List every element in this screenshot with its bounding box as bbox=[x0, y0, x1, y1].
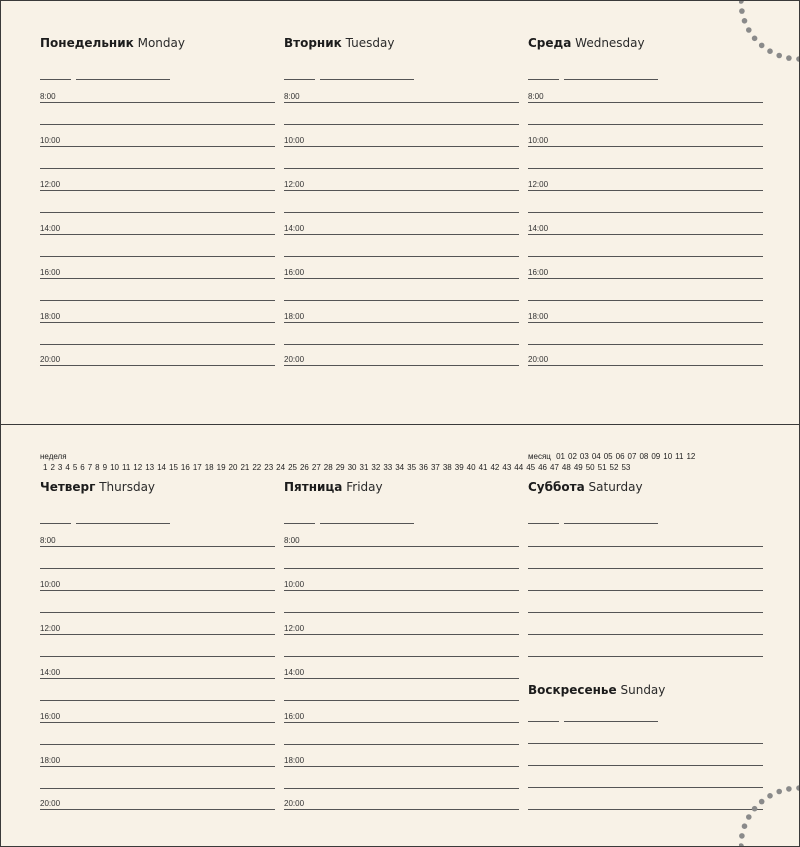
day-tuesday bbox=[284, 36, 519, 376]
week-number: 46 bbox=[538, 463, 548, 472]
time-label: 8:00 bbox=[284, 536, 300, 545]
time-label: 20:00 bbox=[40, 355, 61, 364]
time-label: 12:00 bbox=[40, 624, 61, 633]
week-number: 39 bbox=[454, 463, 464, 472]
week-number: 20 bbox=[228, 463, 238, 472]
time-label: 18:00 bbox=[284, 756, 305, 765]
day-friday bbox=[284, 480, 519, 820]
arc-dot bbox=[796, 785, 799, 791]
month-number: 11 bbox=[675, 452, 684, 461]
week-number: 44 bbox=[514, 463, 524, 472]
week-number: 37 bbox=[430, 463, 440, 472]
time-label: 12:00 bbox=[40, 180, 61, 189]
month-number: 09 bbox=[651, 452, 661, 461]
day-thursday bbox=[40, 480, 275, 820]
time-label: 18:00 bbox=[40, 312, 61, 321]
month-numbers bbox=[528, 451, 695, 462]
week-number: 41 bbox=[478, 463, 488, 472]
day-sunday bbox=[528, 683, 763, 813]
week-number: 1 bbox=[43, 463, 48, 472]
fold-divider bbox=[1, 424, 800, 425]
week-number: 18 bbox=[204, 463, 214, 472]
arc-dot bbox=[759, 799, 765, 805]
week-number: 33 bbox=[383, 463, 393, 472]
month-number: 02 bbox=[568, 452, 577, 461]
week-number: 17 bbox=[192, 463, 202, 472]
time-label: 14:00 bbox=[40, 224, 61, 233]
arc-dot bbox=[776, 789, 782, 795]
month-number-list bbox=[553, 452, 695, 461]
week-number: 29 bbox=[335, 463, 345, 472]
week-label: неделя bbox=[40, 452, 67, 461]
week-number: 32 bbox=[371, 463, 381, 472]
week-number: 38 bbox=[442, 463, 452, 472]
week-number: 27 bbox=[311, 463, 321, 472]
time-label: 16:00 bbox=[40, 268, 61, 277]
arc-dot bbox=[742, 18, 748, 24]
day-wednesday bbox=[528, 36, 763, 376]
arc-dot bbox=[786, 55, 792, 61]
time-label: 8:00 bbox=[40, 92, 56, 101]
arc-dot bbox=[739, 833, 745, 839]
week-number: 4 bbox=[65, 463, 70, 472]
month-label: месяц bbox=[528, 452, 551, 461]
day-title: Понедельник Monday bbox=[40, 36, 185, 50]
day-title: Пятница Friday bbox=[284, 480, 383, 494]
dotted-arc-bottom-icon bbox=[739, 781, 799, 846]
arc-dot bbox=[752, 806, 758, 812]
week-number: 3 bbox=[57, 463, 63, 472]
time-label: 8:00 bbox=[284, 92, 300, 101]
week-number: 28 bbox=[323, 463, 333, 472]
week-number: 14 bbox=[157, 463, 167, 472]
month-number: 03 bbox=[579, 452, 589, 461]
day-title: Воскресенье Sunday bbox=[528, 683, 666, 697]
week-number: 21 bbox=[240, 463, 250, 472]
month-number: 07 bbox=[627, 452, 637, 461]
arc-dot bbox=[767, 793, 773, 799]
month-number: 08 bbox=[639, 452, 649, 461]
week-number: 15 bbox=[169, 463, 178, 472]
week-number: 35 bbox=[407, 463, 417, 472]
time-label: 14:00 bbox=[284, 668, 305, 677]
arc-dot bbox=[767, 48, 773, 54]
month-number: 06 bbox=[615, 452, 625, 461]
week-number: 30 bbox=[347, 463, 357, 472]
day-title: Суббота Saturday bbox=[528, 480, 643, 494]
arc-dot bbox=[786, 786, 792, 792]
day-title: Среда Wednesday bbox=[528, 36, 645, 50]
time-label: 20:00 bbox=[528, 355, 549, 364]
week-number: 8 bbox=[95, 463, 100, 472]
week-number: 53 bbox=[621, 463, 631, 472]
week-number: 45 bbox=[526, 463, 536, 472]
time-label: 10:00 bbox=[40, 580, 61, 589]
arc-dot bbox=[742, 823, 748, 829]
time-label: 10:00 bbox=[284, 580, 305, 589]
arc-dot bbox=[796, 56, 799, 62]
arc-dot bbox=[759, 43, 765, 49]
week-number: 43 bbox=[502, 463, 512, 472]
week-number: 42 bbox=[490, 463, 500, 472]
week-number: 36 bbox=[419, 463, 428, 472]
week-number: 52 bbox=[609, 463, 619, 472]
week-number: 34 bbox=[395, 463, 405, 472]
time-label: 18:00 bbox=[528, 312, 549, 321]
week-number: 24 bbox=[276, 463, 286, 472]
week-number: 51 bbox=[597, 463, 607, 472]
arc-dot bbox=[739, 843, 744, 846]
time-label: 8:00 bbox=[528, 92, 544, 101]
week-number: 5 bbox=[72, 463, 78, 472]
time-label: 16:00 bbox=[284, 268, 305, 277]
time-label: 16:00 bbox=[284, 712, 305, 721]
month-number: 01 bbox=[556, 452, 566, 461]
week-number: 22 bbox=[252, 463, 262, 472]
arc-dot bbox=[739, 8, 745, 14]
time-label: 12:00 bbox=[284, 624, 305, 633]
month-number: 12 bbox=[686, 452, 696, 461]
week-number: 23 bbox=[264, 463, 274, 472]
day-title: Четверг Thursday bbox=[40, 480, 156, 494]
month-number: 05 bbox=[603, 452, 613, 461]
week-number: 7 bbox=[87, 463, 93, 472]
week-number: 48 bbox=[561, 463, 571, 472]
week-number: 50 bbox=[585, 463, 595, 472]
week-number: 47 bbox=[550, 463, 559, 472]
week-number: 49 bbox=[573, 463, 583, 472]
week-number: 12 bbox=[133, 463, 143, 472]
month-number: 10 bbox=[663, 452, 673, 461]
day-monday bbox=[40, 36, 275, 376]
day-saturday bbox=[528, 480, 763, 660]
arc-dot bbox=[752, 36, 758, 42]
week-number: 31 bbox=[359, 463, 369, 472]
week-number-list bbox=[40, 463, 630, 472]
time-label: 8:00 bbox=[40, 536, 56, 545]
week-number: 2 bbox=[50, 463, 55, 472]
arc-dot bbox=[746, 814, 752, 820]
arc-dot bbox=[746, 27, 752, 33]
week-number: 40 bbox=[466, 463, 476, 472]
week-number: 6 bbox=[80, 463, 85, 472]
time-label: 12:00 bbox=[528, 180, 549, 189]
month-number: 04 bbox=[591, 452, 601, 461]
time-label: 18:00 bbox=[40, 756, 61, 765]
time-label: 14:00 bbox=[284, 224, 305, 233]
time-label: 20:00 bbox=[40, 799, 61, 808]
time-label: 10:00 bbox=[284, 136, 305, 145]
time-label: 14:00 bbox=[40, 668, 61, 677]
time-label: 20:00 bbox=[284, 355, 305, 364]
time-label: 14:00 bbox=[528, 224, 549, 233]
week-number: 11 bbox=[121, 463, 131, 472]
arc-dot bbox=[776, 53, 782, 59]
time-label: 16:00 bbox=[40, 712, 61, 721]
week-number: 16 bbox=[180, 463, 190, 472]
day-title: Вторник Tuesday bbox=[284, 36, 395, 50]
week-number: 25 bbox=[288, 463, 297, 472]
time-label: 20:00 bbox=[284, 799, 305, 808]
week-number: 26 bbox=[299, 463, 309, 472]
time-label: 16:00 bbox=[528, 268, 549, 277]
time-label: 10:00 bbox=[40, 136, 61, 145]
week-number: 19 bbox=[216, 463, 226, 472]
week-number: 13 bbox=[145, 463, 155, 472]
time-label: 10:00 bbox=[528, 136, 549, 145]
dotted-arc-top-icon bbox=[739, 1, 799, 96]
time-label: 18:00 bbox=[284, 312, 305, 321]
week-number: 9 bbox=[102, 463, 108, 472]
arc-dot bbox=[739, 1, 744, 4]
time-label: 12:00 bbox=[284, 180, 305, 189]
week-number: 10 bbox=[110, 463, 119, 472]
